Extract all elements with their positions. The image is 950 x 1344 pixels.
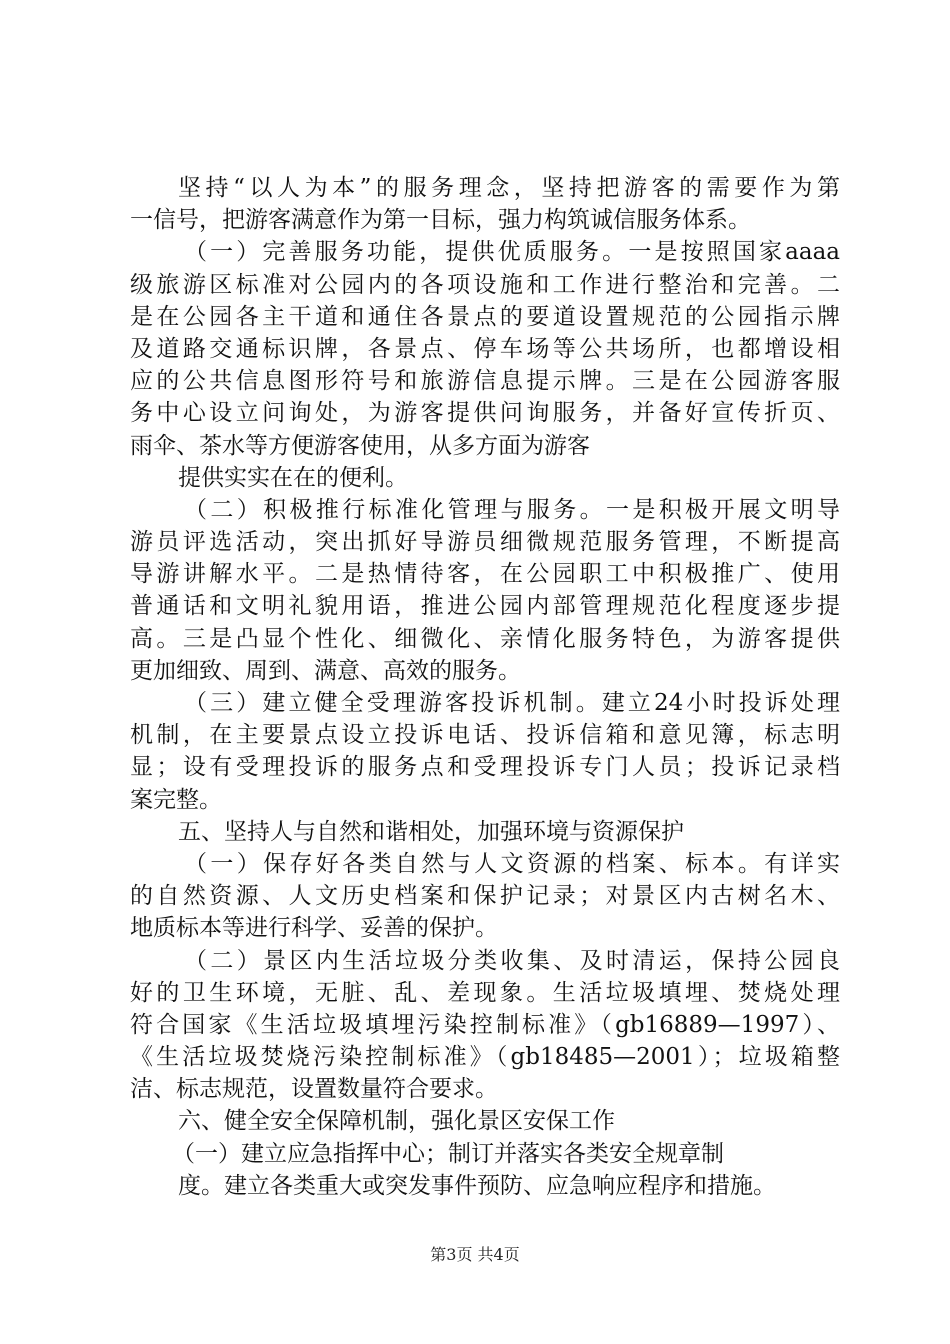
text-line: （一）建立应急指挥中心；制订并落实各类安全规章制 xyxy=(172,1140,724,1167)
section-heading: 五、坚持人与自然和谐相处，加强环境与资源保护 xyxy=(178,818,684,845)
text-line: （一）完善服务功能，提供优质服务。一是按照国家aaaa xyxy=(184,239,840,266)
text-line: 案完整。 xyxy=(130,786,222,813)
text-line: （一）保存好各类自然与人文资源的档案、标本。有详实 xyxy=(184,850,840,877)
text-line: 务中心设立问询处，为游客提供问询服务，并备好宣传折页、 xyxy=(130,400,840,427)
text-line: 坚持“以人为本”的服务理念，坚持把游客的需要作为第 xyxy=(178,175,840,201)
text-line: 应的公共信息图形符号和旅游信息提示牌。三是在公园游客服 xyxy=(130,368,840,395)
text-line: 提供实实在在的便利。 xyxy=(178,464,408,491)
text-line: （二）积极推行标准化管理与服务。一是积极开展文明导 xyxy=(184,496,840,523)
text-line: 普通话和文明礼貌用语，推进公园内部管理规范化程度逐步提 xyxy=(130,593,840,620)
text-line: 度。建立各类重大或突发事件预防、应急响应程序和措施。 xyxy=(178,1172,776,1199)
text-line: 是在公园各主干道和通住各景点的要道设置规范的公园指示牌 xyxy=(130,303,840,330)
text-line: 高。三是凸显个性化、细微化、亲情化服务特色，为游客提供 xyxy=(130,625,840,652)
text-line: 洁、标志规范，设置数量符合要求。 xyxy=(130,1076,498,1103)
text-line: 更加细致、周到、满意、高效的服务。 xyxy=(130,657,521,684)
text-line: 一信号，把游客满意作为第一目标，强力构筑诚信服务体系。 xyxy=(130,207,751,234)
text-line: 导游讲解水平。二是热情待客，在公园职工中积极推广、使用 xyxy=(130,561,840,588)
text-line: 地质标本等进行科学、妥善的保护。 xyxy=(130,915,498,942)
text-line: 雨伞、茶水等方便游客使用，从多方面为游客 xyxy=(130,432,590,459)
section-heading: 六、健全安全保障机制，强化景区安保工作 xyxy=(178,1108,615,1135)
text-line: 及道路交通标识牌，各景点、停车场等公共场所，也都增设相 xyxy=(130,335,840,362)
text-line: 《生活垃圾焚烧污染控制标准》（gb18485—2001）；垃圾箱整 xyxy=(130,1044,840,1071)
text-line: 符合国家《生活垃圾填埋污染控制标准》（gb16889—1997）、 xyxy=(130,1011,840,1038)
text-line: （二）景区内生活垃圾分类收集、及时清运，保持公园良 xyxy=(184,947,840,974)
text-line: 的自然资源、人文历史档案和保护记录；对景区内古树名木、 xyxy=(130,883,840,910)
text-line: 机制，在主要景点设立投诉电话、投诉信箱和意见簿，标志明 xyxy=(130,722,840,749)
text-line: 级旅游区标准对公园内的各项设施和工作进行整治和完善。二 xyxy=(130,271,840,298)
document-body xyxy=(130,172,840,1202)
page-number-footer: 第3页 共4页 xyxy=(430,1245,520,1264)
text-line: 显；设有受理投诉的服务点和受理投诉专门人员；投诉记录档 xyxy=(130,754,840,781)
text-line: 游员评选活动，突出抓好导游员细微规范服务管理，不断提高 xyxy=(130,529,840,556)
text-line: 好的卫生环境，无脏、乱、差现象。生活垃圾填埋、焚烧处理 xyxy=(130,979,840,1006)
text-line: （三）建立健全受理游客投诉机制。建立24小时投诉处理 xyxy=(184,690,840,716)
